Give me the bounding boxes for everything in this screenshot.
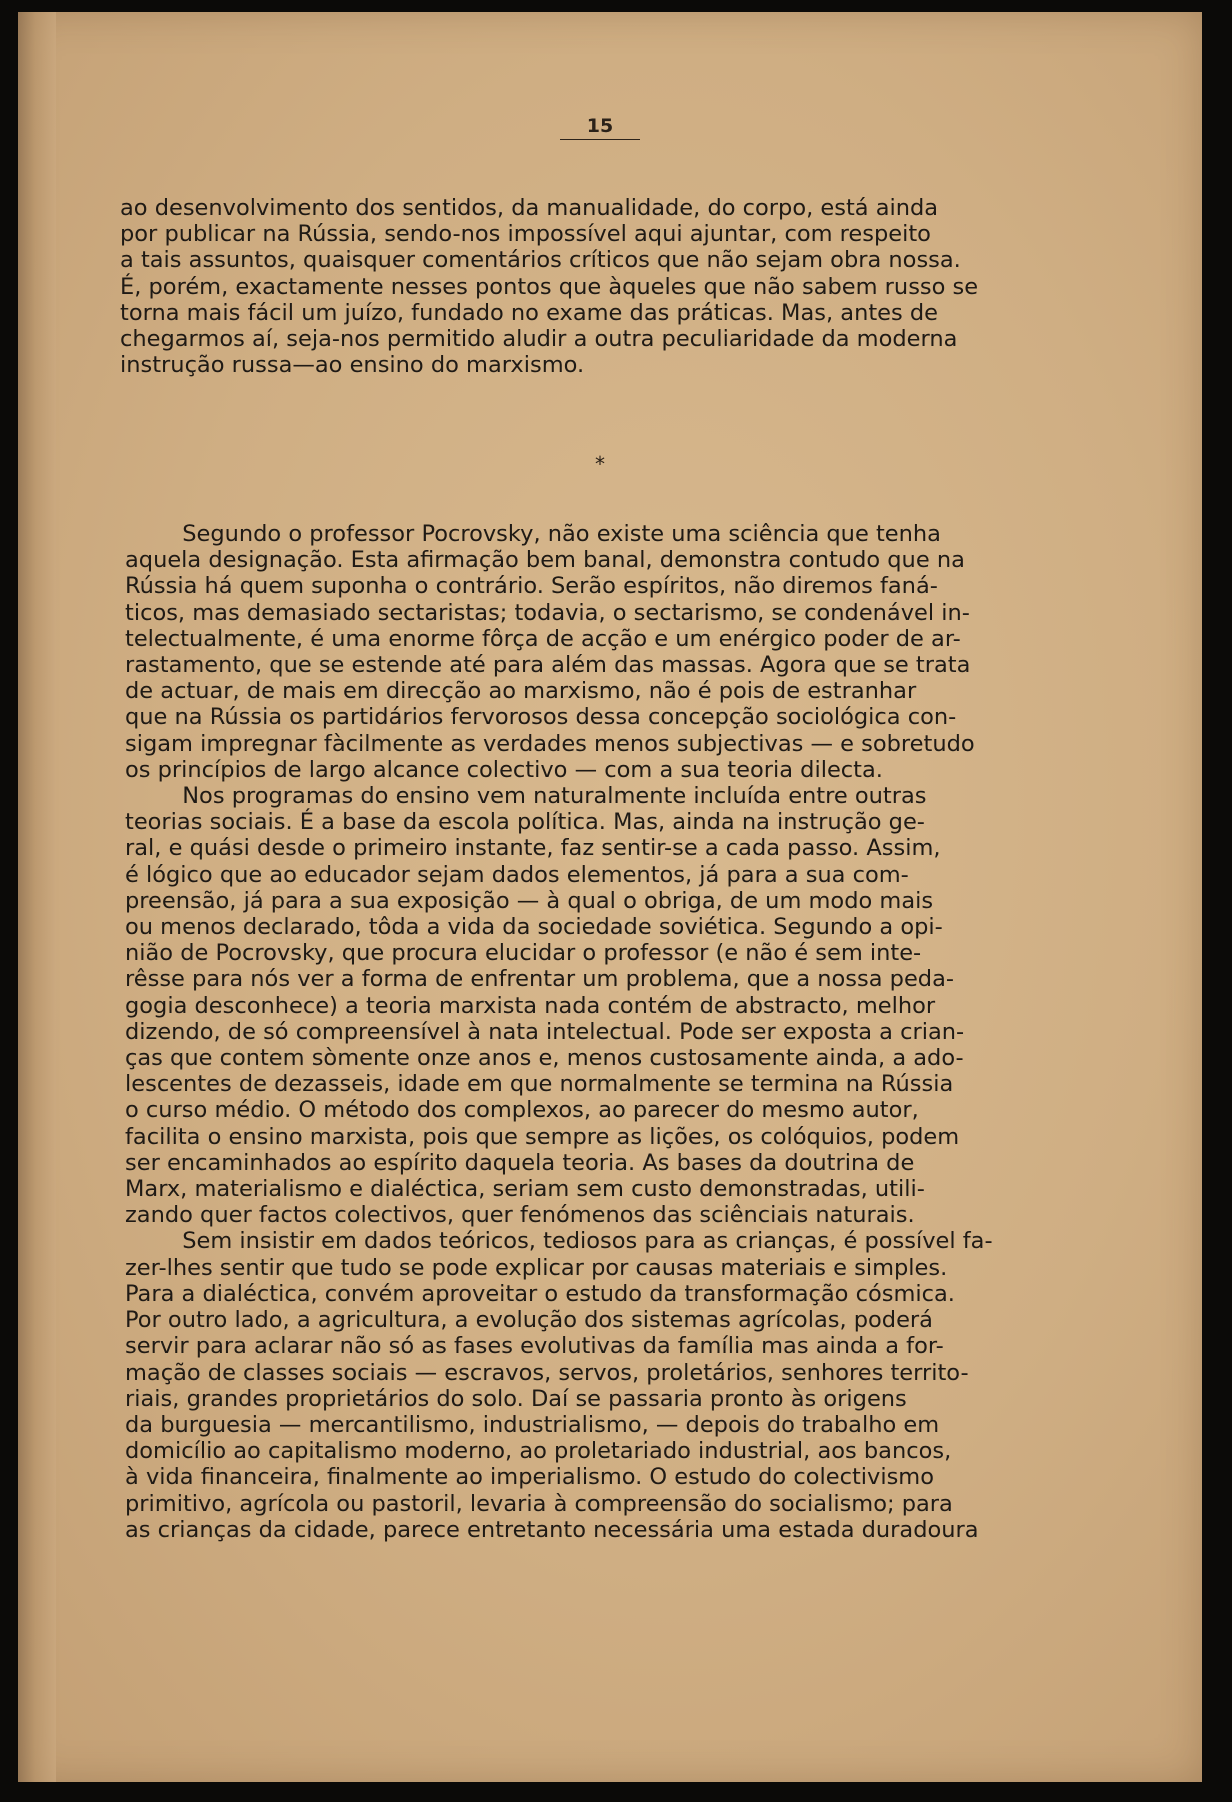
text-line: dizendo, de só compreensível à nata intelectual. Pode ser exposta a crian- [125,1018,965,1045]
text-line: chegarmos aí, seja-nos permitido aludir a outra peculiaridade da moderna [120,326,958,353]
text-line: telectualmente, é uma enorme fôrça de acção e um enérgico poder de ar- [125,625,961,652]
text-line: servir para aclarar não só as fases evolutivas da família mas ainda a for- [125,1333,944,1360]
page-binding-edge [18,12,56,1782]
text-line: Sem insistir em dados teóricos, tediosos para as crianças, é possível fa- [125,1228,993,1255]
text-line: Marx, materialismo e dialéctica, seriam sem custo demonstradas, utili- [125,1176,925,1203]
text-line: torna mais fácil um juízo, fundado no exame das práticas. Mas, antes de [120,299,938,326]
text-line: ser encaminhados ao espírito daquela teoria. As bases da doutrina de [125,1149,915,1176]
text-line: Rússia há quem suponha o contrário. Serão espíritos, não diremos faná- [125,573,938,600]
text-line: Para a dialéctica, convém aproveitar o estudo da transformação cósmica. [125,1280,955,1307]
text-line: é lógico que ao educador sejam dados elementos, já para a sua com- [125,861,909,888]
text-line: a tais assuntos, quaisquer comentários críticos que não sejam obra nossa. [120,247,961,274]
text-line: preensão, já para a sua exposição — à qual o obriga, de um modo mais [125,887,934,914]
text-line: os princípios de largo alcance colectivo — com a sua teoria dilecta. [125,756,883,783]
text-line: domicílio ao capitalismo moderno, ao proletariado industrial, aos bancos, [125,1438,952,1465]
text-line: ao desenvolvimento dos sentidos, da manualidade, do corpo, está ainda [120,195,939,221]
text-line: aquela designação. Esta afirmação bem banal, demonstra contudo que na [125,547,965,574]
text-line: da burguesia — mercantilismo, industrialismo, — depois do trabalho em [125,1411,940,1438]
page-number: 15 [560,115,640,140]
text-line: lescentes de dezasseis, idade em que normalmente se termina na Rússia [125,1071,954,1098]
text-line: à vida financeira, finalmente ao imperialismo. O estudo do colectivismo [125,1464,934,1491]
text-line: que na Rússia os partidários fervorosos dessa concepção sociológica con- [125,704,957,731]
text-line: primitivo, agrícola ou pastoril, levaria à compreensão do socialismo; para [125,1490,953,1517]
text-line: por publicar na Rússia, sendo-nos impossível aqui ajuntar, com respeito [120,221,931,248]
text-line: sigam impregnar fàcilmente as verdades menos subjectivas — e sobretudo [125,730,975,757]
text-line: zando quer factos colectivos, quer fenómenos das sciênciais naturais. [125,1202,915,1229]
text-line: rêsse para nós ver a forma de enfrentar um problema, que a nossa peda- [125,966,954,993]
text-line: ral, e quási desde o primeiro instante, faz sentir-se a cada passo. Assim, [125,835,941,862]
text-line: mação de classes sociais — escravos, servos, proletários, senhores territo- [125,1359,969,1386]
text-line: riais, grandes proprietários do solo. Daí se passaria pronto às origens [125,1385,907,1412]
text-line: teorias sociais. É a base da escola política. Mas, ainda na instrução ge- [125,809,925,836]
paragraph-1 [120,195,1070,378]
text-line: zer-lhes sentir que tudo se pode explicar por causas materiais e simples. [125,1254,948,1281]
section-separator: * [595,452,605,476]
text-line: o curso médio. O método dos complexos, ao parecer do mesmo autor, [125,1097,919,1124]
text-line: Por outro lado, a agricultura, a evolução dos sistemas agrícolas, poderá [125,1307,933,1334]
text-line: instrução russa—ao ensino do marxismo. [120,352,585,379]
text-line: facilita o ensino marxista, pois que sempre as lições, os colóquios, podem [125,1123,960,1150]
text-line: rastamento, que se estende até para além das massas. Agora que se trata [125,652,971,679]
paragraph-2 [125,521,1075,1543]
text-line: ças que contem sòmente onze anos e, menos custosamente ainda, a ado- [125,1045,964,1072]
text-line: de actuar, de mais em direcção ao marxismo, não é pois de estranhar [125,678,917,705]
text-line: ou menos declarado, tôda a vida da sociedade soviética. Segundo a opi- [125,914,943,941]
text-line: É, porém, exactamente nesses pontos que àqueles que não sabem russo se [120,273,979,300]
text-line: ticos, mas demasiado sectaristas; todavia, o sectarismo, se condenável in- [125,599,970,626]
text-line: nião de Pocrovsky, que procura elucidar o professor (e não é sem inte- [125,940,922,967]
text-line: gogia desconhece) a teoria marxista nada contém de abstracto, melhor [125,992,936,1019]
text-line: Nos programas do ensino vem naturalmente incluída entre outras [125,783,927,810]
text-line: as crianças da cidade, parece entretanto necessária uma estada duradoura [125,1516,979,1543]
text-line: Segundo o professor Pocrovsky, não existe uma sciência que tenha [125,521,941,547]
